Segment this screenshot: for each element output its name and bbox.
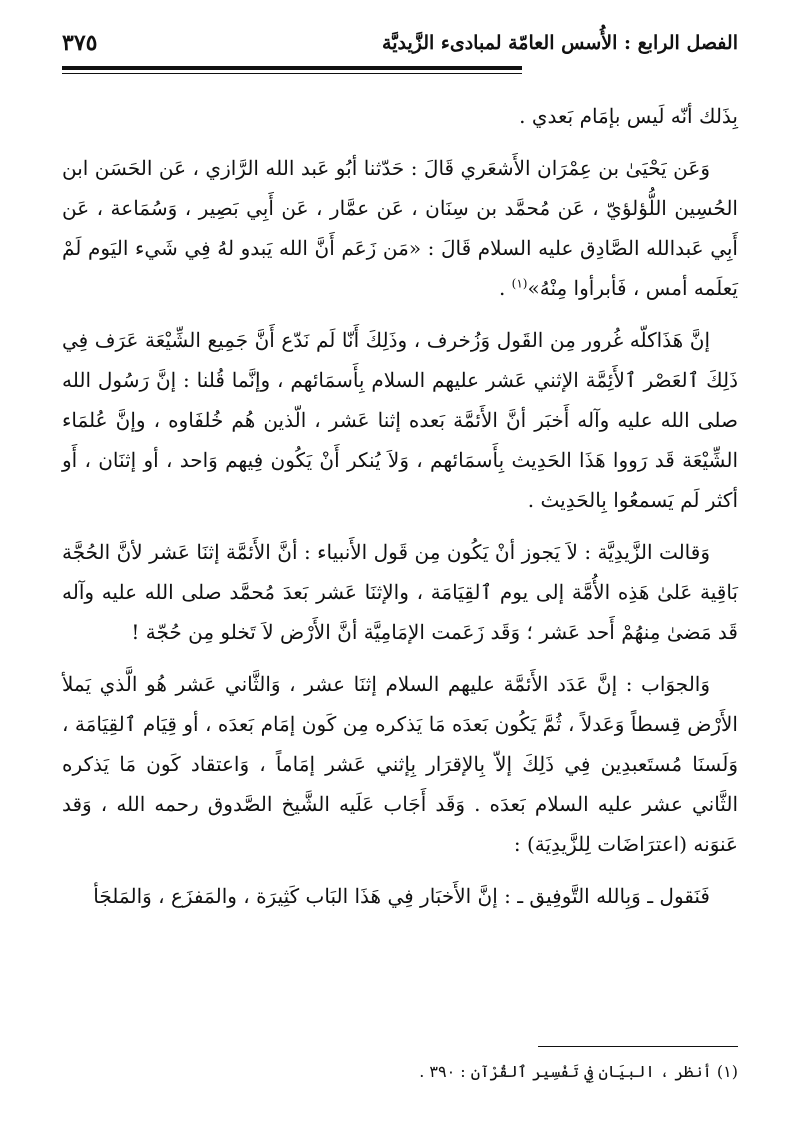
page-number: ٣٧٥ [62, 30, 98, 56]
header-rule [62, 66, 522, 70]
paragraph-2 [62, 148, 738, 308]
paragraph-6: فَنَقول ـ وَبِالله التَّوفِيق ـ : إنَّ الأَخبَار فِي هَذَا البَاب كَثِيرَة ، والمَفزَع ، وَالمَلجَأ [93, 884, 710, 908]
paragraph-1: بِذَلك أنّه لَيس بإمَام بَعدي . [519, 104, 738, 128]
header-rule-thin [62, 73, 522, 74]
paragraph-4: وَقالت الزَّيدِيَّة : لاَ يَجوز أنْ يَكُون مِن قَول الأَنبياء : أنَّ الأَئمَّة إثنَا عَشر لأنَّ الحُجَّة بَاقِية عَلىٰ هَذِه الأُمَّة إلى يوم ٱلقِيَامَة ، والإثنَا عَشر بَعدَ مُحمَّد صلى الله عليه وآله قَد مَضىٰ مِنهُمْ أَحد عَشر ؛ وَقَد زَعَمت الإمَامِيَّة أنَّ الأَرْض لاَ تَخلو مِن حُجّة ! [62, 540, 739, 644]
paragraph-5: وَالجوَاب : إنَّ عَدَد الأَئمَّة عليهم السلام إثنَا عشر ، وَالثَّاني عَشر هُو الَّذي يَملأ الأَرْض قِسطاً وَعَدلاً ، ثُمَّ يَكُون بَعدَه مَا يَذكره مِن كَون إمَام بَعدَه ، أو قِيَام ٱلقِيَامَة ، وَلَسنَا مُستَعبدِين فِي ذَلِكَ إلاّ بِالإقرَار بِإثني عَشر إمَاماً ، وَاعتقاد كَون مَا يَذكره الثَّاني عشر عليه السلام بَعدَه . وَقَد أَجَاب عَلَيه الشَّيخ الصَّدوق رحمه الله ، وَقد عَنوَنه (اعترَاضَات لِلزَّيدِيَة) : [62, 672, 738, 856]
paragraph-2-text: وَعَن يَحْيَىٰ بن عِمْرَان الأَشعَري قَالَ : حَدّثنا أبُو عَبد الله الرَّازي ، عَن الحَسَن ابن الحُسِين اللُّؤلؤيّ ، عَن مُحمَّد بن سِنَان ، عَن عمَّار ، عَن أَبِي بَصِير ، وَسُمَاعة ، عَن أَبِي عَبدالله الصَّادِق عليه السلام قَالَ : «مَن زَعَم أَنَّ الله يَبدو لهُ فِي شَيء اليَوم لَمْ يَعلَمه أمس ، فَأبرأوا مِنْهُ» [62, 156, 738, 300]
footnote-rule [538, 1046, 738, 1047]
footnote-reference: (١) [511, 276, 528, 291]
chapter-title: الفصل الرابع : الأُسس العامّة لمبادىء الزَّيديَّة [382, 32, 738, 54]
main-text [62, 96, 738, 928]
paragraph-3: إنَّ هَذَاكلّه غُرور مِن القَول وَزُخرف ، وذَلِكَ أَنّا لَم نَدّع أَنَّ جَمِيع الشِّيْعَة عَرَف فِي ذَلِكَ ٱلعَصْر ٱلأَئِمَّة الإثني عَشر عليهم السلام بِأَسمَائهم ، وإنَّما قُلنا : إنَّ رَسُول الله صلى الله عليه وآله أَخبَر أنَّ الأَئمَّة بَعده إثنا عَشر ، الّذين هُم خُلفَاوه ، وإنَّ عُلمَاء الشِّيْعَة قَد رَووا هَذَا الحَدِيث بِأَسمَائهم ، وَلاَ يُنكر أَنْ يَكُون فِيهم وَاحد ، أو إثنَان ، أَو أكثر لَم يَسمعُوا بِالحَدِيث . [62, 328, 738, 512]
footnote: (١) أنظر ، البيَان فِي تَفْسِير ٱلقُرْآن : ٣٩٠ . [419, 1062, 738, 1081]
paragraph-2-end: . [498, 276, 512, 300]
